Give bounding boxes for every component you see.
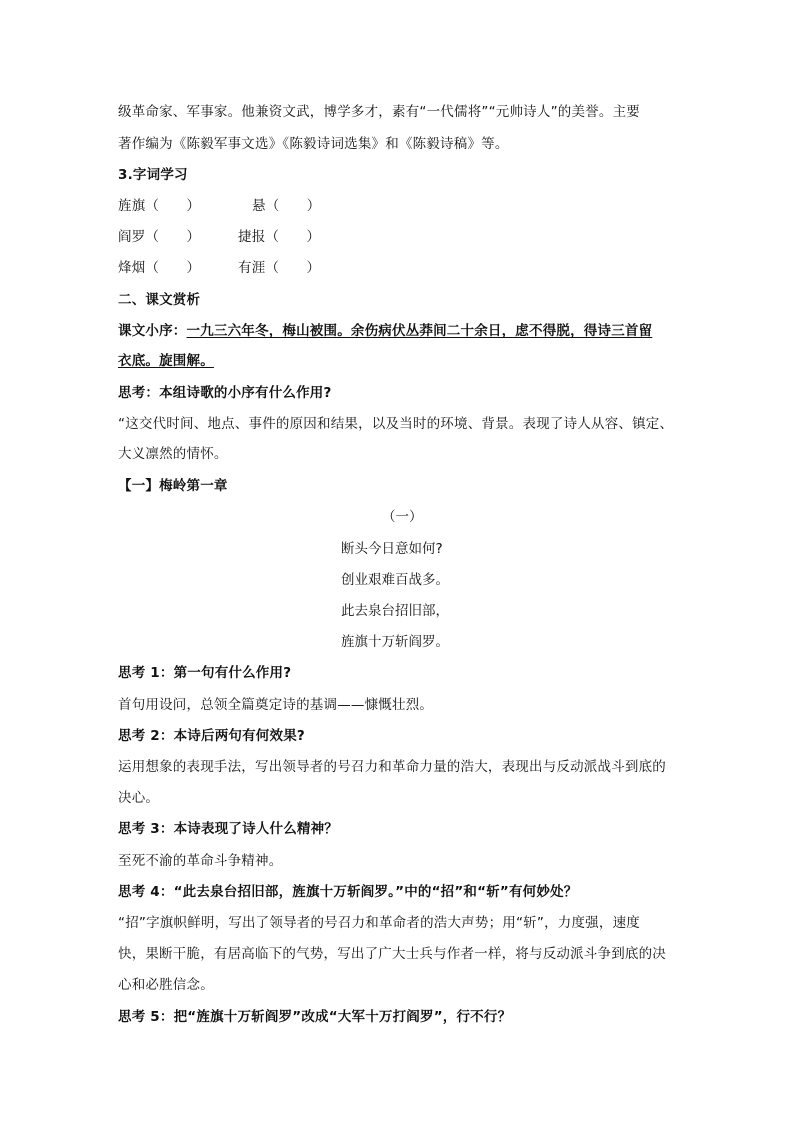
question-preface: 思考：本组诗歌的小序有什么作用?	[118, 385, 332, 401]
vocab-item: 捷报（ ）	[238, 229, 321, 245]
answer-line: 首句用设问，总领全篇奠定诗的基调——慷慨壮烈。	[118, 697, 434, 713]
question-3: 思考 3：本诗表现了诗人什么精神？	[118, 821, 338, 837]
preface-line-1	[118, 321, 652, 341]
poem-line: 旌旗十万斩阎罗。	[341, 634, 449, 650]
poem-number: （一）	[382, 509, 423, 525]
vocab-item: 悬（ ）	[252, 198, 321, 214]
question-5: 思考 5：把“旌旗十万斩阎罗”改成“大军十万打阎罗”，行不行？	[118, 1009, 512, 1025]
bio-line-2: 著作编为《陈毅军事文选》《陈毅诗词选集》和《陈毅诗稿》等。	[118, 136, 509, 152]
vocab-item: 阎罗（ ）	[118, 229, 201, 245]
answer-line: 大义凛然的情怀。	[118, 446, 228, 462]
preface-line-2: 衣底。旋围解。	[118, 353, 214, 369]
poem-heading: 【一】梅岭第一章	[118, 478, 228, 494]
bio-line-1: 级革命家、军事家。他兼资文武，博学多才，素有“一代儒将”“元帅诗人”的美誉。主要	[118, 104, 640, 120]
vocab-item: 有涯（ ）	[238, 260, 321, 276]
poem-line: 创业艰难百战多。	[341, 572, 449, 588]
answer-line: 运用想象的表现手法，写出领导者的号召力和革命力量的浩大，表现出与反动派战斗到底的	[118, 759, 666, 775]
vocab-heading: 3.字词学习	[118, 167, 188, 183]
poem-line: 此去泉台招旧部，	[341, 603, 449, 619]
answer-line: “招”字旗帜鲜明，写出了领导者的号召力和革命者的浩大声势；用“斩”，力度强，速度	[118, 915, 640, 931]
vocab-item: 旌旗（ ）	[118, 198, 201, 214]
question-2: 思考 2：本诗后两句有何效果?	[118, 728, 305, 744]
question-1: 思考 1：第一句有什么作用?	[118, 665, 292, 681]
vocab-item: 烽烟（ ）	[118, 260, 201, 276]
answer-line: 快，果断干脆，有居高临下的气势，写出了广大士兵与作者一样，将与反动派斗争到底的决	[118, 946, 666, 962]
answer-line: 至死不渝的革命斗争精神。	[118, 853, 283, 869]
answer-line: “这交代时间、地点、事件的原因和结果，以及当时的环境、背景。表现了诗人从容、镇定、	[118, 416, 674, 432]
poem-line: 断头今日意如何?	[341, 541, 443, 557]
answer-line: 决心。	[118, 790, 160, 806]
question-4: 思考 4：“此去泉台招旧部，旌旗十万斩阎罗。”中的“招”和“斩”有何妙处？	[118, 884, 578, 900]
preface-label: 课文小序：	[118, 323, 187, 339]
section-2-heading: 二、课文赏析	[118, 292, 201, 308]
answer-line: 心和必胜信念。	[118, 977, 214, 993]
preface-text: 一九三六年冬，梅山被围。余伤病伏丛莽间二十余日，虑不得脱，得诗三首留	[186, 323, 653, 339]
